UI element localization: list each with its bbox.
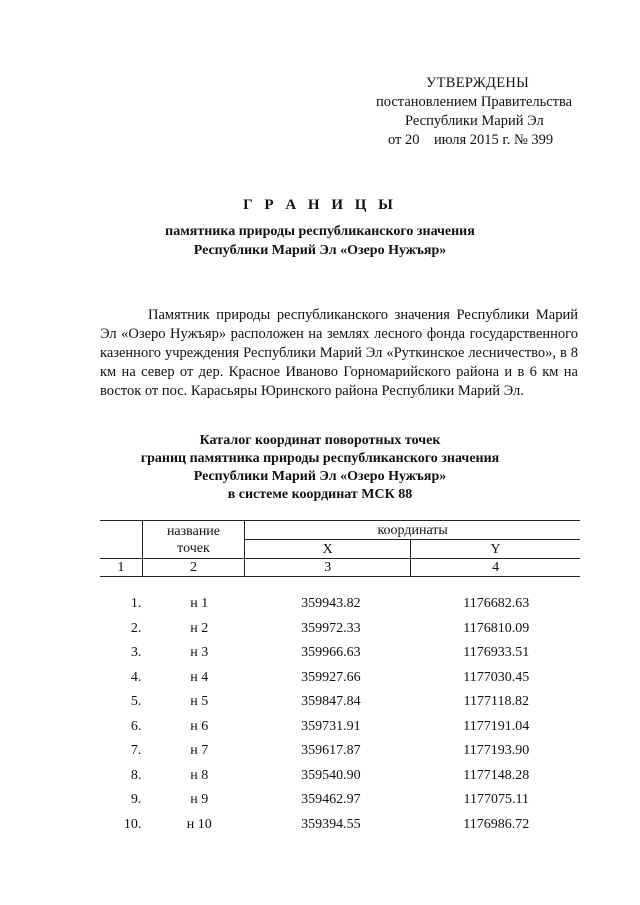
- description-paragraph: [100, 306, 578, 401]
- col-number-4: 4: [411, 559, 580, 577]
- coord-x: 359462.97: [301, 792, 361, 808]
- document-subtitle: [0, 222, 640, 260]
- coord-y: 1176933.51: [463, 645, 530, 661]
- point-name: н 5: [190, 694, 209, 710]
- col-number-1: 1: [100, 559, 142, 577]
- row-number: 3.: [130, 645, 142, 661]
- table-row: [100, 641, 580, 666]
- catalog-line-3: Республики Марий Эл «Озеро Нужъяр»: [193, 469, 447, 484]
- row-number: 2.: [130, 620, 142, 636]
- approval-line-decree: постановлением Правительства: [376, 94, 573, 110]
- row-number: 4.: [130, 669, 142, 685]
- row-number: 6.: [130, 718, 142, 734]
- document-title: Г Р А Н И Ц Ы: [243, 197, 397, 213]
- table-row: [100, 666, 580, 691]
- row-number: 7.: [130, 743, 142, 759]
- header-number-cell: [100, 521, 142, 559]
- col-number-2: 2: [142, 559, 245, 577]
- coordinates-table-header: [100, 520, 580, 577]
- catalog-line-2: границ памятника природы республиканского значения: [140, 451, 500, 466]
- coord-x: 359617.87: [301, 743, 361, 759]
- coordinates-table-body: [100, 592, 580, 837]
- row-number: 1.: [130, 596, 142, 612]
- header-x-cell: X: [245, 540, 411, 559]
- point-name: н 10: [186, 816, 212, 832]
- coord-x: 359540.90: [301, 767, 361, 783]
- catalog-heading: [0, 432, 640, 504]
- point-name: н 4: [190, 669, 209, 685]
- subtitle-line-2: Республики Марий Эл «Озеро Нужъяр»: [193, 243, 447, 258]
- table-row: [100, 813, 580, 838]
- coord-y: 1176810.09: [463, 620, 530, 636]
- header-name-line-1: название: [166, 523, 221, 539]
- subtitle-line-1: памятника природы республиканского значения: [165, 224, 475, 239]
- point-name: н 2: [190, 620, 209, 636]
- catalog-line-4: в системе координат МСК 88: [227, 487, 413, 502]
- table-row: [100, 617, 580, 642]
- point-name: н 1: [190, 596, 209, 612]
- table-row: [100, 592, 580, 617]
- table-row: [100, 739, 580, 764]
- coord-y: 1177191.04: [463, 718, 530, 734]
- header-name-line-2: точек: [177, 540, 210, 556]
- row-number: 10.: [123, 816, 142, 832]
- coord-x: 359972.33: [301, 620, 361, 636]
- approval-block: [376, 74, 606, 150]
- coord-x: 359394.55: [301, 816, 361, 832]
- approval-line-date: от 20 июля 2015 г. № 399: [388, 132, 554, 148]
- coord-x: 359847.84: [301, 694, 361, 710]
- point-name: н 9: [190, 792, 209, 808]
- point-name: н 3: [190, 645, 209, 661]
- table-row: [100, 690, 580, 715]
- header-name-cell: [142, 521, 245, 559]
- coord-y: 1177075.11: [463, 792, 530, 808]
- point-name: н 7: [190, 743, 209, 759]
- header-y-cell: Y: [411, 540, 580, 559]
- description-text: Памятник природы республиканского значения Республики Марий Эл «Озеро Нужъяр» расположен на землях лесного фонда государственного казенного учреждения Республики Марий Эл «Руткинское лесничество», в 8 км на север от дер. Красное Иваново Горномарийского района и в 6 км на восток от пос. Карасьяры Юринского района Республики Марий Эл.: [100, 307, 578, 399]
- table-row: [100, 764, 580, 789]
- coord-x: 359966.63: [301, 645, 361, 661]
- point-name: н 6: [190, 718, 209, 734]
- point-name: н 8: [190, 767, 209, 783]
- coord-y: 1177148.28: [463, 767, 530, 783]
- coord-y: 1177030.45: [463, 669, 530, 685]
- col-number-3: 3: [245, 559, 411, 577]
- table-row: [100, 715, 580, 740]
- coord-x: 359927.66: [301, 669, 361, 685]
- coord-y: 1176986.72: [463, 816, 530, 832]
- approval-line-republic: Республики Марий Эл: [405, 113, 544, 129]
- row-number: 8.: [130, 767, 142, 783]
- coord-x: 359943.82: [301, 596, 361, 612]
- coord-y: 1176682.63: [463, 596, 530, 612]
- table-row: [100, 788, 580, 813]
- header-coords-cell: координаты: [245, 521, 580, 540]
- coord-x: 359731.91: [301, 718, 361, 734]
- catalog-line-1: Каталог координат поворотных точек: [199, 433, 441, 448]
- row-number: 9.: [130, 792, 142, 808]
- coord-y: 1177193.90: [463, 743, 530, 759]
- coord-y: 1177118.82: [463, 694, 530, 710]
- approval-heading: УТВЕРЖДЕНЫ: [426, 75, 530, 91]
- row-number: 5.: [130, 694, 142, 710]
